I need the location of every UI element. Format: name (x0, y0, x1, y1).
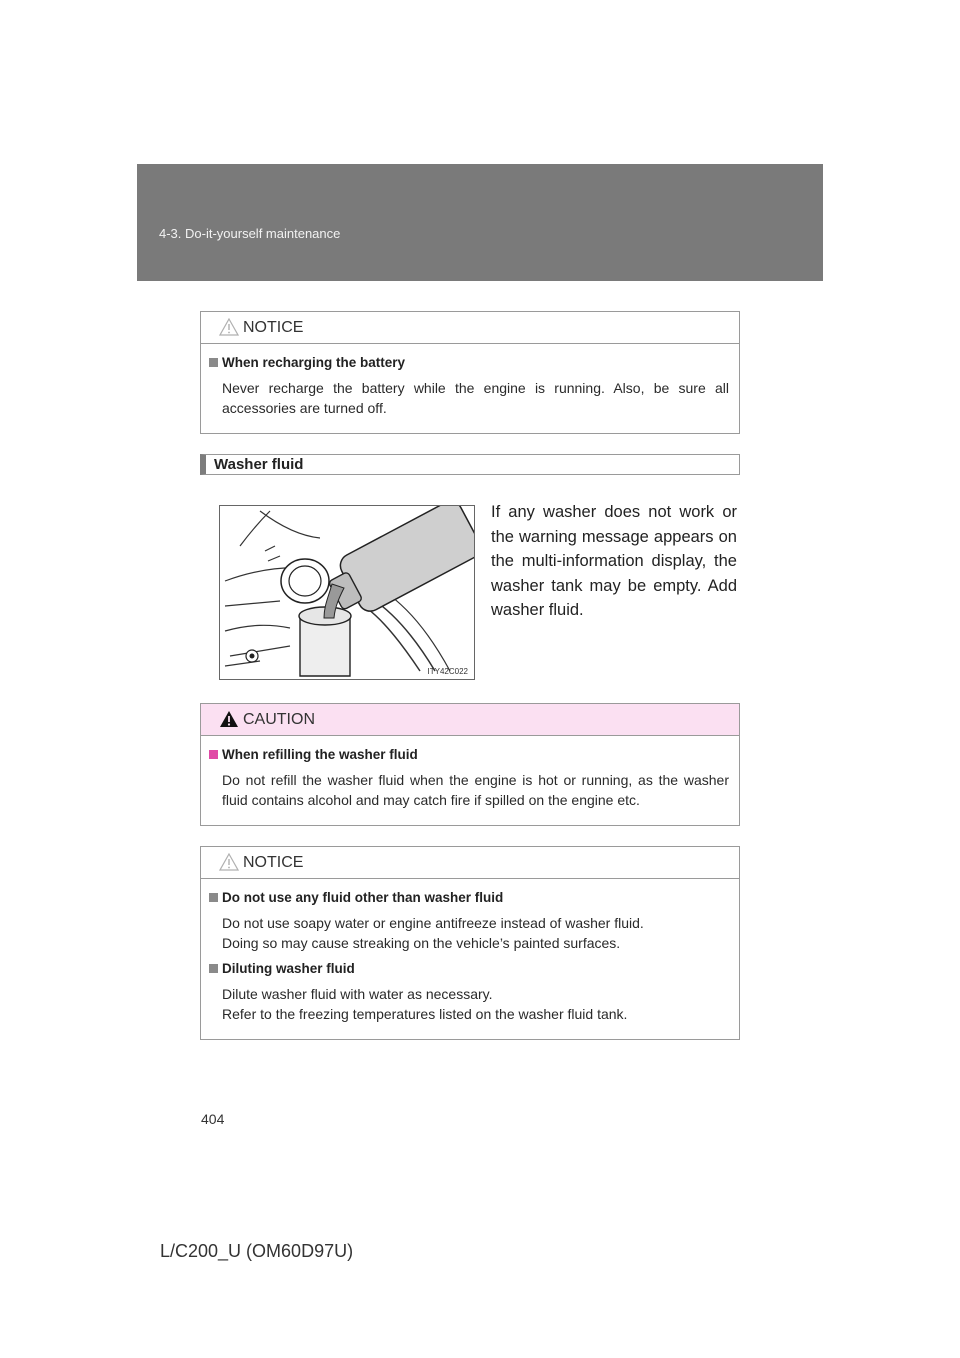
notice-item-line: Dilute washer fluid with water as necessary. (222, 986, 493, 1002)
section-breadcrumb: 4-3. Do-it-yourself maintenance (159, 226, 341, 241)
notice-item-text: Never recharge the battery while the engine is running. Also, be sure all accessories are turned off. (222, 380, 729, 416)
notice-item-heading: Diluting washer fluid (222, 961, 355, 976)
caution-box (200, 703, 740, 826)
pouring-washer-fluid-drawing (220, 506, 474, 679)
bullet-square-icon (209, 964, 218, 973)
header-bar (137, 164, 823, 281)
notice-header (201, 847, 739, 879)
caution-item (209, 747, 729, 810)
figure-label: ITY42C022 (427, 667, 468, 676)
notice-item-line: Doing so may cause streaking on the vehicle’s painted surfaces. (222, 935, 621, 951)
notice-box-recharging (200, 311, 740, 434)
notice-box-washer (200, 846, 740, 1040)
caution-item-heading: When refilling the washer fluid (222, 747, 418, 762)
notice-item-text (222, 984, 729, 1024)
page-number: 404 (201, 1111, 225, 1127)
document-code: L/C200_U (OM60D97U) (160, 1241, 354, 1261)
notice-item (209, 355, 729, 418)
notice-item-heading: Do not use any fluid other than washer fluid (222, 890, 504, 905)
notice-item-line: Refer to the freezing temperatures listed on the washer fluid tank. (222, 1006, 628, 1022)
notice-item (209, 961, 729, 1024)
caution-item-text: Do not refill the washer fluid when the engine is hot or running, as the washer fluid contains alcohol and may catch fire if spilled on the engine etc. (222, 772, 729, 808)
notice-title: NOTICE (243, 319, 304, 336)
section-heading (200, 454, 740, 475)
warning-outline-icon (219, 318, 239, 336)
bullet-square-icon (209, 750, 218, 759)
warning-outline-icon (219, 853, 239, 871)
washer-fluid-illustration (219, 505, 475, 680)
notice-item-heading: When recharging the battery (222, 355, 406, 370)
caution-title: CAUTION (243, 711, 315, 728)
section-title: Washer fluid (214, 456, 304, 473)
notice-item (209, 890, 729, 953)
notice-title: NOTICE (243, 854, 304, 871)
notice-header (201, 312, 739, 344)
bullet-square-icon (209, 358, 218, 367)
notice-item-text (222, 913, 729, 953)
notice-item-line: Do not use soapy water or engine antifreeze instead of washer fluid. (222, 915, 644, 931)
intro-paragraph: If any washer does not work or the warning message appears on the multi-information display, the washer tank may be empty. Add washer fluid. (491, 503, 737, 619)
warning-filled-icon (219, 710, 239, 728)
bullet-square-icon (209, 893, 218, 902)
caution-header (201, 704, 739, 736)
